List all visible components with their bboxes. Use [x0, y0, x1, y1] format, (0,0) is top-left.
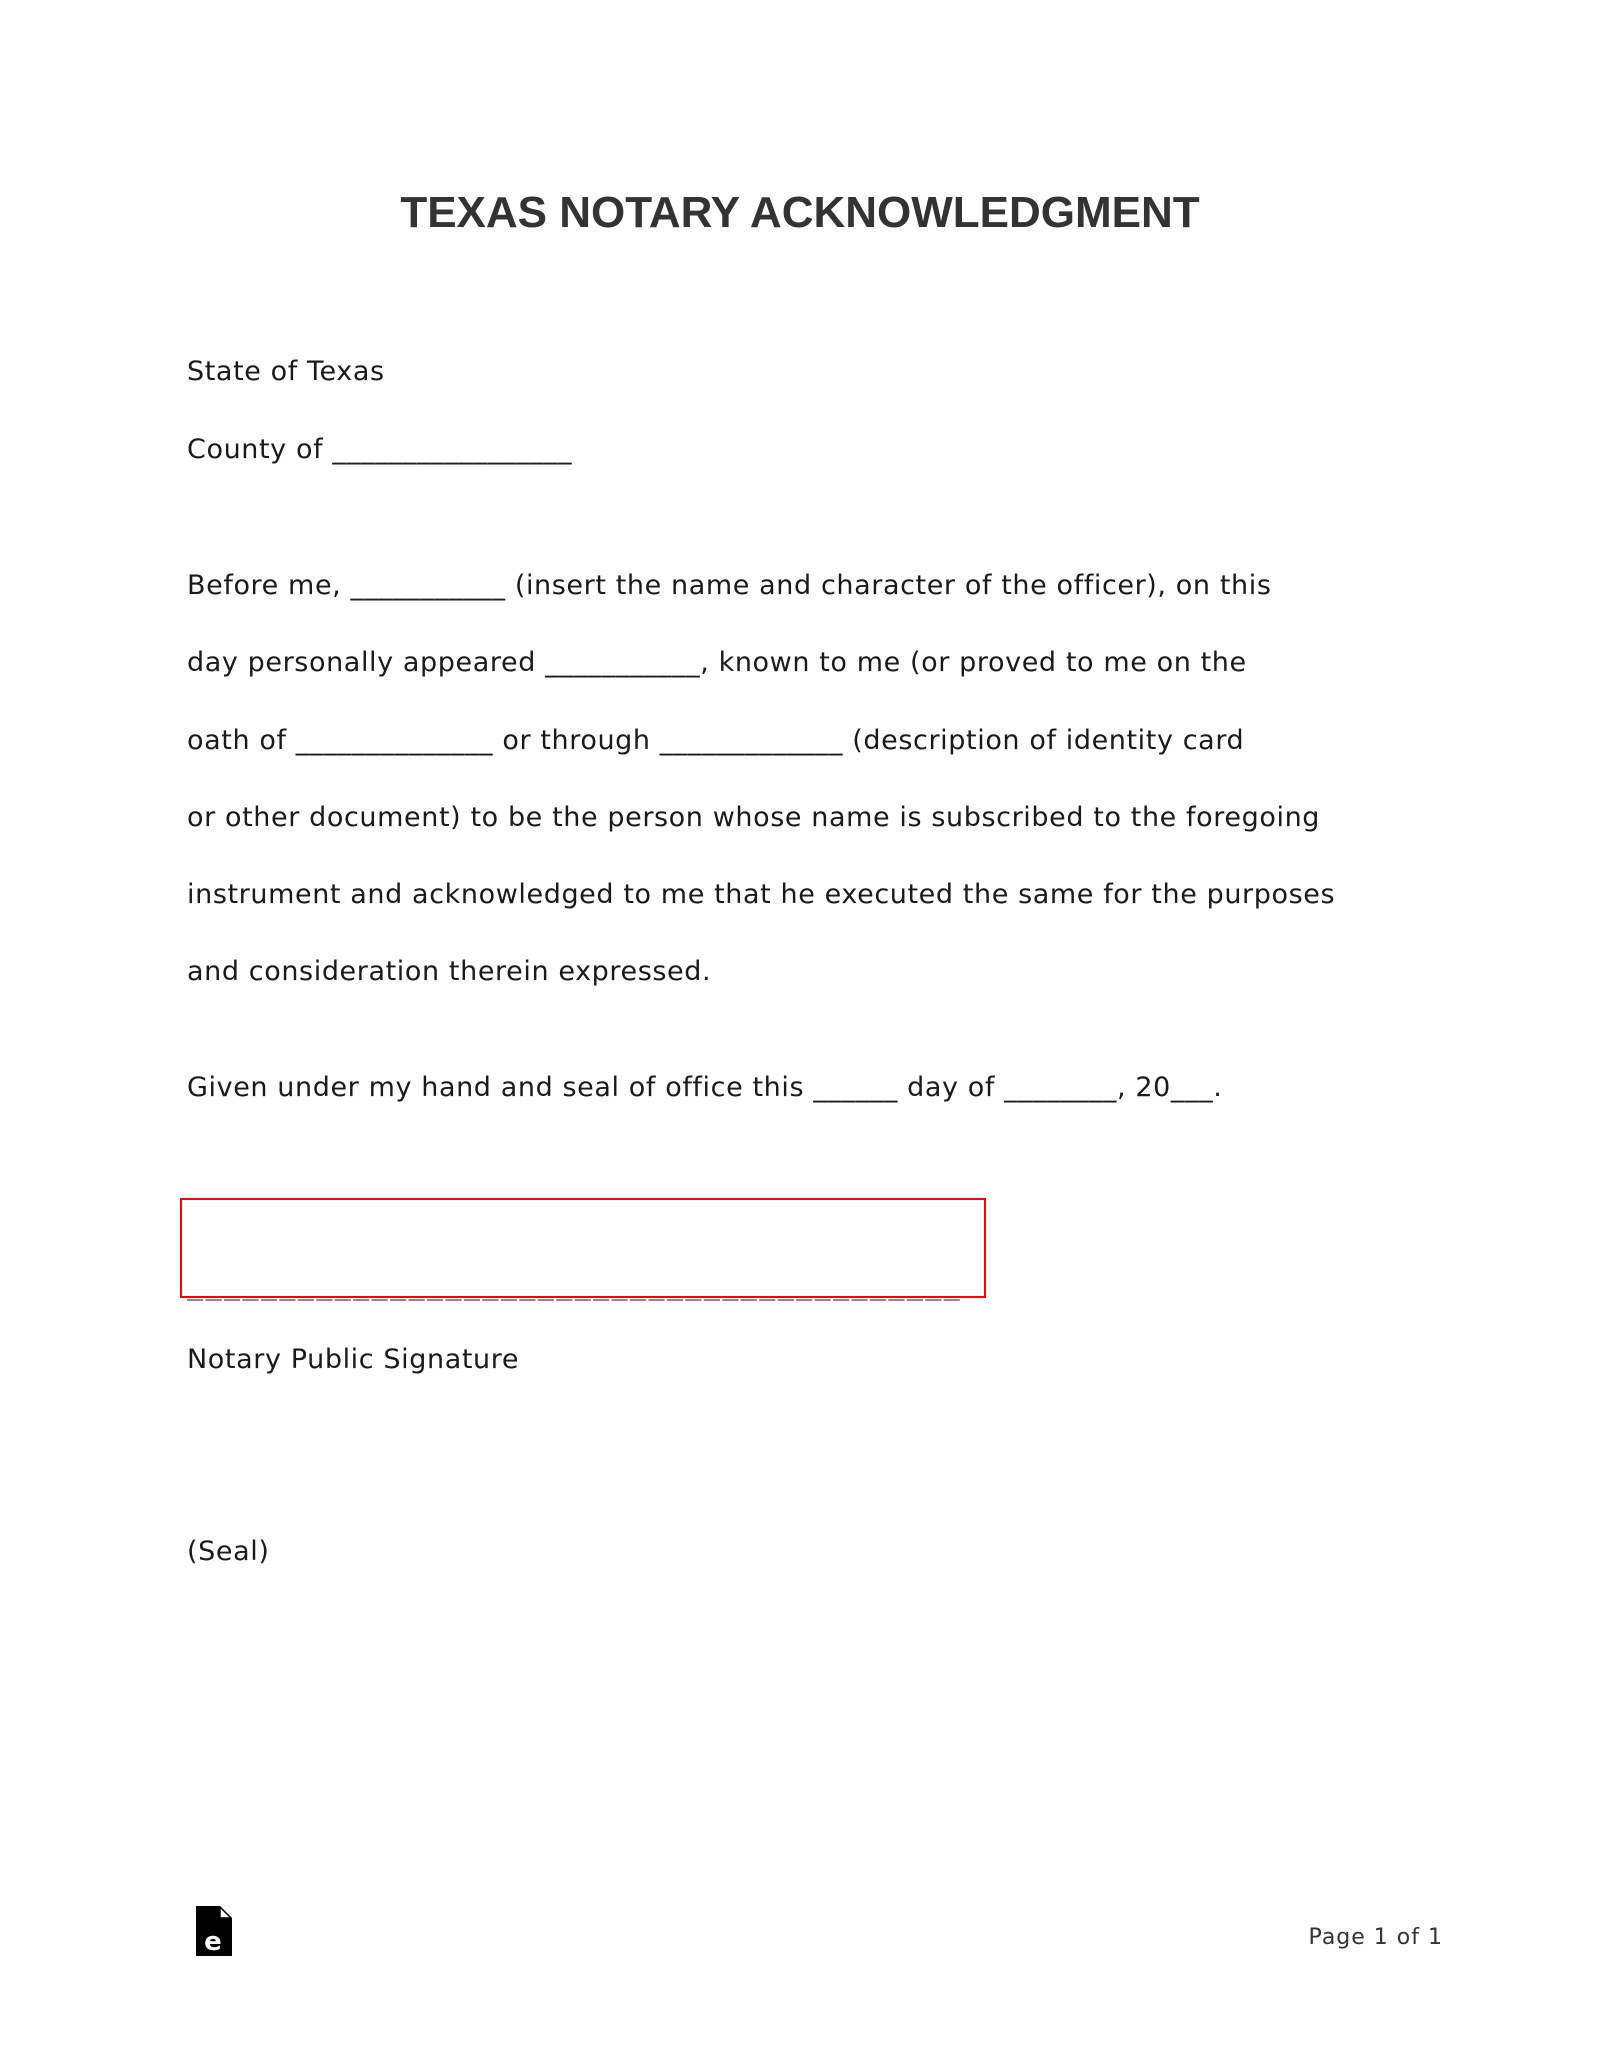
state-line: State of Texas — [187, 356, 385, 387]
paragraph-line: or other document) to be the person whose name is subscribed to the foregoing — [187, 802, 1321, 833]
paragraph-line: and consideration therein expressed. — [187, 956, 712, 987]
seal-label: (Seal) — [187, 1536, 270, 1567]
signature-label: Notary Public Signature — [187, 1344, 520, 1375]
paragraph-line[interactable]: oath of ______________ or through _____________ (description of identity card — [187, 725, 1245, 756]
document-title: TEXAS NOTARY ACKNOWLEDGMENT — [400, 188, 1200, 237]
svg-text:e: e — [204, 1927, 222, 1956]
signature-field[interactable]: __________________________________________ — [187, 1270, 963, 1301]
paragraph-line[interactable]: Before me, ___________ (insert the name and character of the officer), on this — [187, 570, 1272, 601]
paragraph-line[interactable]: day personally appeared ___________, known to me (or proved to me on the — [187, 647, 1247, 678]
eforms-document-icon — [196, 1906, 232, 1956]
county-field[interactable]: County of _________________ — [187, 434, 573, 465]
given-date-line[interactable]: Given under my hand and seal of office this ______ day of ________, 20___. — [187, 1072, 1223, 1103]
paragraph-line: instrument and acknowledged to me that he executed the same for the purposes — [187, 879, 1336, 910]
page-number: Page 1 of 1 — [1308, 1925, 1443, 1950]
